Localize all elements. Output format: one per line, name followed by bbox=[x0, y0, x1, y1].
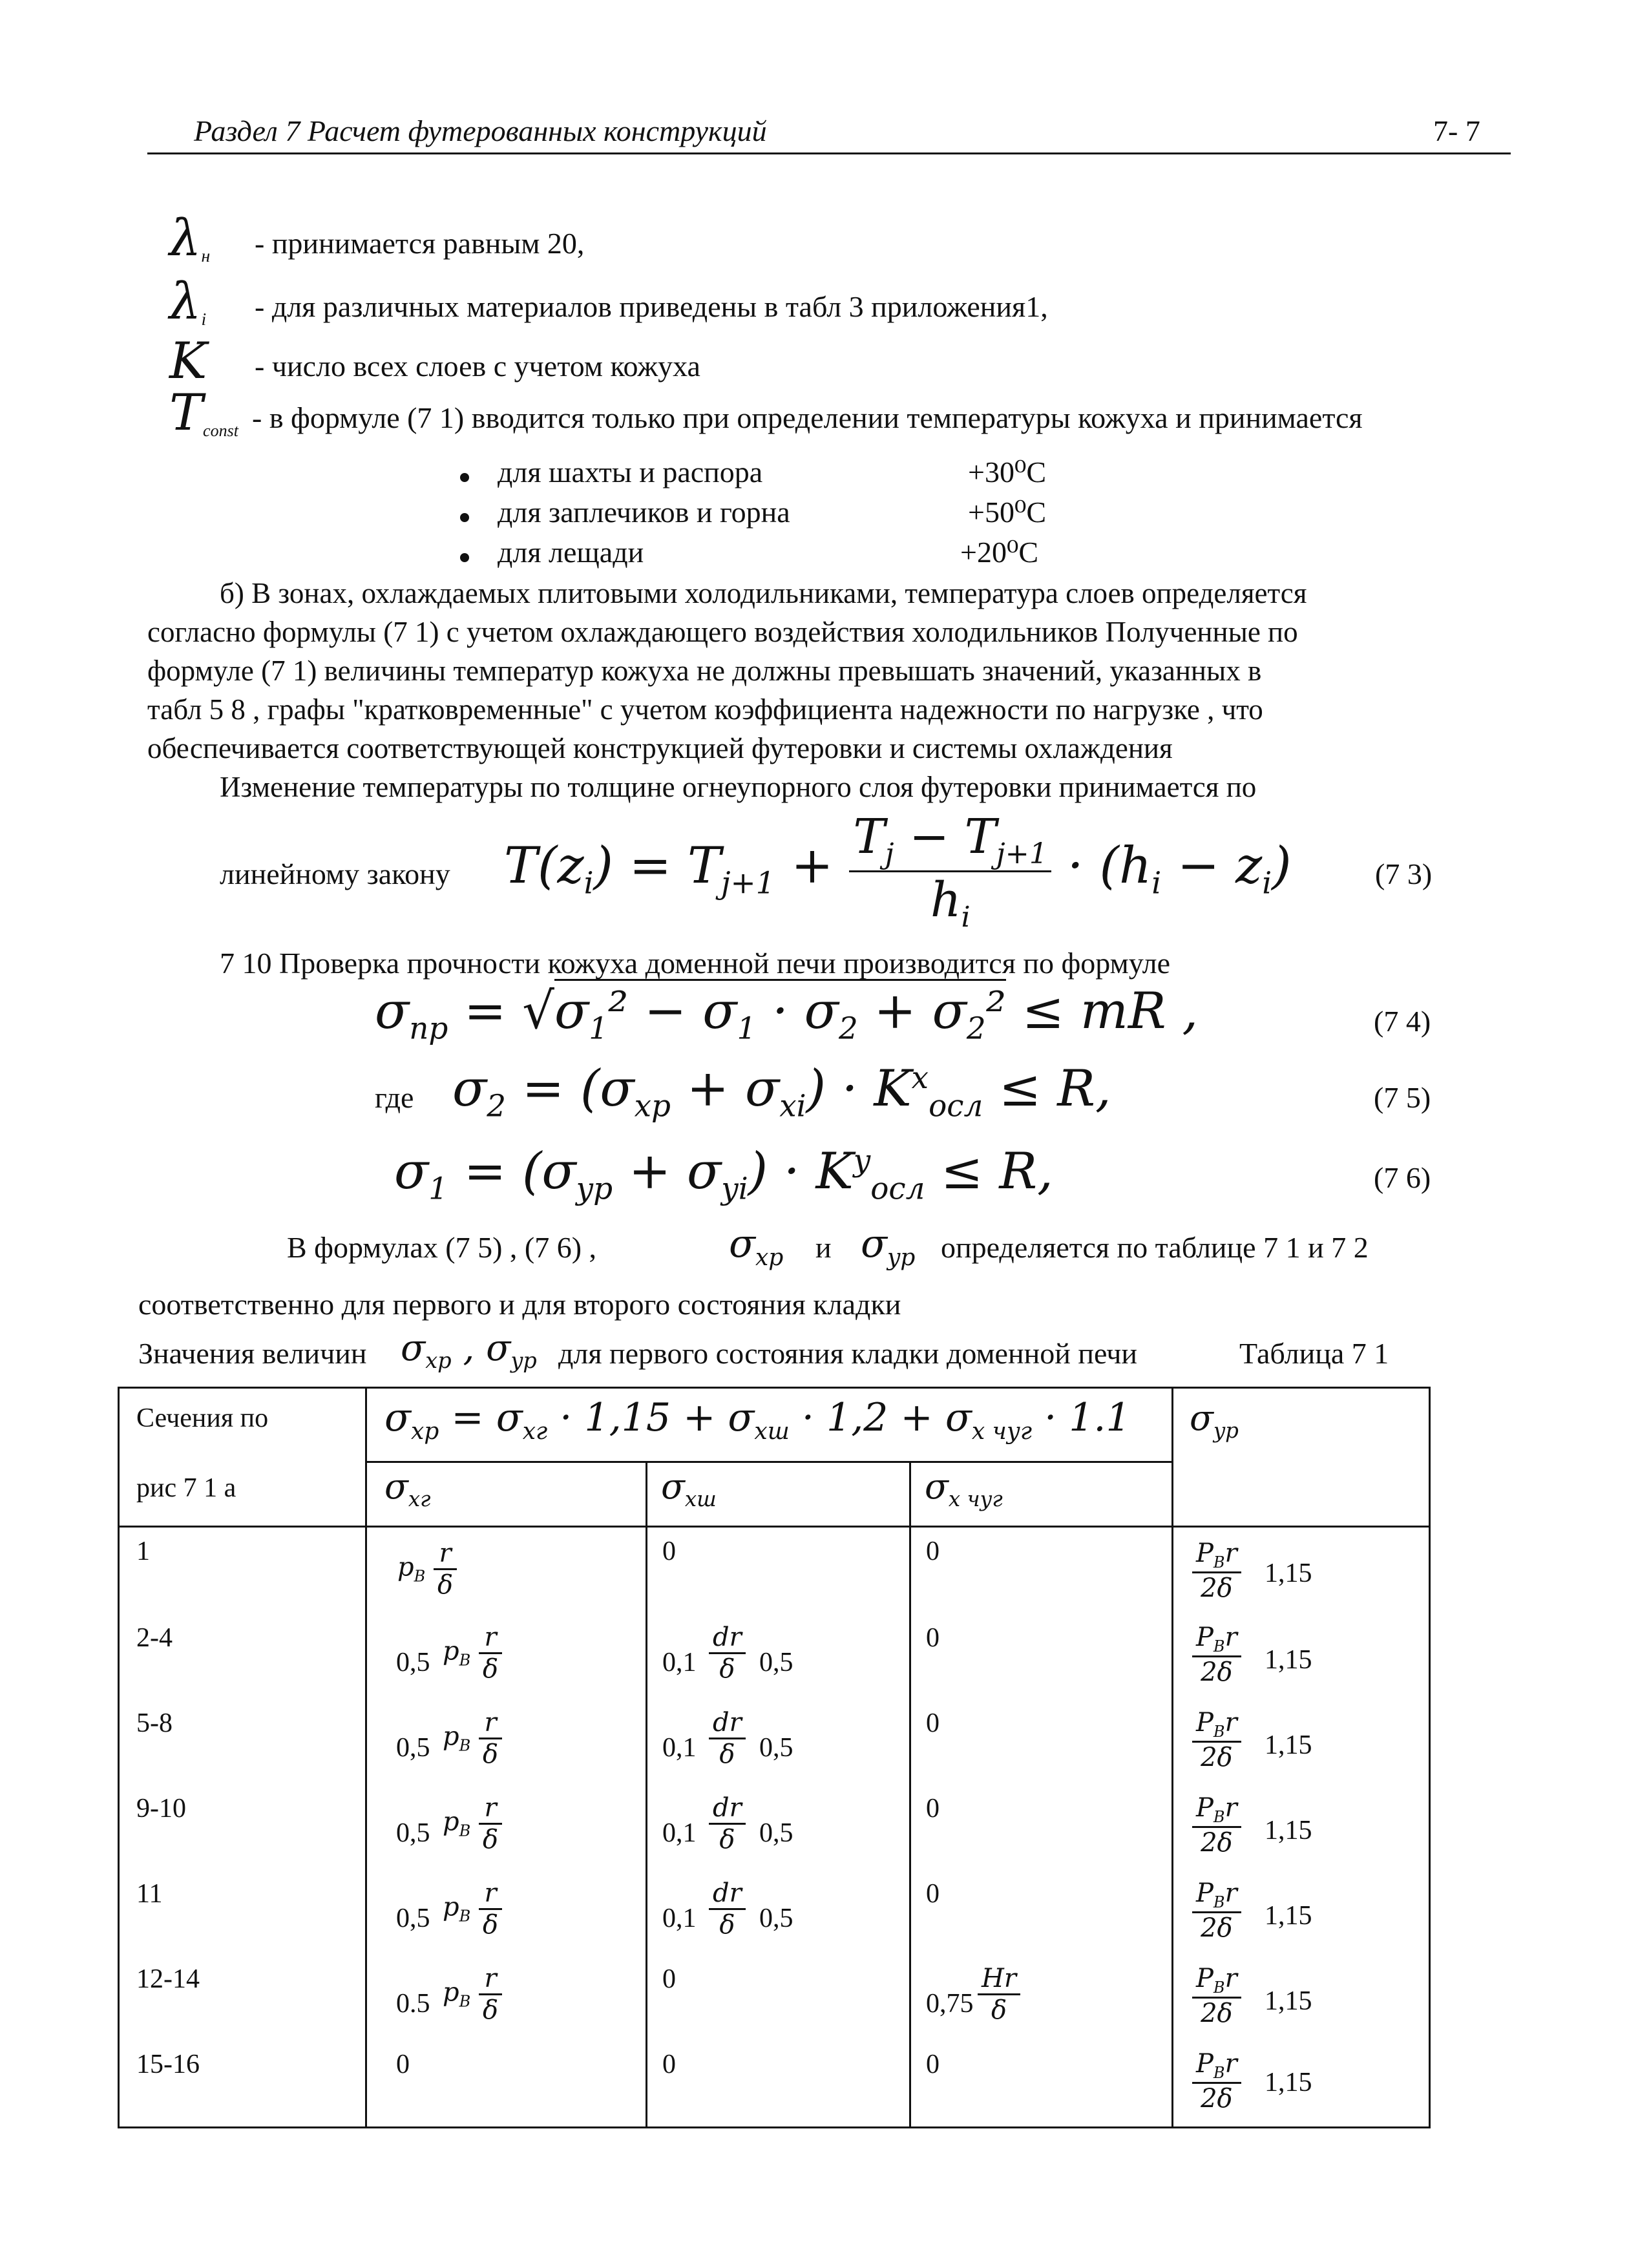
page-header-title: Раздел 7 Расчет футерованных конструкций bbox=[194, 114, 767, 147]
equation-7-6: $\sigma_1 = (\sigma_{yp} + \sigma_{yi}) \cdot K^y_{осл} \le R$, bbox=[394, 1142, 1053, 1207]
header-sections-2: рис 7 1 а bbox=[136, 1473, 236, 1503]
table-divider bbox=[120, 1526, 1429, 1528]
header-sigma-xsh: $\sigma_{xш}$ bbox=[661, 1466, 717, 1511]
table-caption-a: Значения величин bbox=[138, 1337, 367, 1370]
bullet-label: для лещади bbox=[498, 536, 644, 569]
cell-coef: 0,1 bbox=[662, 1818, 697, 1848]
cell-coef: 0,1 bbox=[662, 1904, 697, 1933]
cell-coef: 0,5 bbox=[396, 1648, 430, 1677]
section-7-10: 7 10 Проверка прочности кожуха доменной печи производится по формуле bbox=[220, 947, 1171, 980]
formula-pb-r-delta: $p_B$ $\frac{r}{\delta}$ bbox=[443, 1878, 502, 1940]
bullet-value: +50⁰С bbox=[968, 496, 1047, 529]
formula-dr-delta: $\frac{dr}{\delta}$ bbox=[709, 1622, 746, 1684]
table-divider bbox=[909, 1461, 911, 2126]
sigma-yp-symbol: $\sigma_{yp}$ bbox=[861, 1221, 916, 1271]
table-caption-b: для первого состояния кладки доменной печи bbox=[558, 1337, 1137, 1370]
header-sigma-xg: $\sigma_{xг}$ bbox=[384, 1466, 431, 1511]
cell-value: 1,15 bbox=[1265, 1730, 1312, 1760]
bullet-label: для заплечиков и горна bbox=[498, 496, 790, 529]
paragraph-b-line: табл 5 8 , графы "кратковременные" с учетом коэффициента надежности по нагрузке , что bbox=[147, 693, 1263, 726]
equation-number: (7 6) bbox=[1374, 1161, 1431, 1194]
formula-dr-delta: $\frac{dr}{\delta}$ bbox=[709, 1878, 746, 1940]
equation-prefix-where: где bbox=[375, 1081, 414, 1114]
cell-coef: 0,5 bbox=[759, 1733, 793, 1763]
formula-pb-r-delta: $p_B$ $\frac{r}{\delta}$ bbox=[443, 1708, 502, 1769]
row-section: 15-16 bbox=[136, 2050, 200, 2079]
cell-value: 0 bbox=[662, 1964, 676, 1994]
table-divider bbox=[1171, 1389, 1173, 2126]
equation-number: (7 3) bbox=[1375, 857, 1433, 890]
header-sigma-xp-formula: $\sigma_{xp} = \sigma_{xг} \cdot 1,15 + \sigma_{xш} \cdot 1,2 + \sigma_{x чуг} \cdot 1.1$ bbox=[384, 1395, 1131, 1445]
paragraph-b-line: обеспечивается соответствующей конструкцией футеровки и системы охлаждения bbox=[147, 732, 1173, 764]
formulas-sentence-a: В формулах (7 5) , (7 6) , bbox=[287, 1231, 597, 1264]
definition-text: - число всех слоев с учетом кожуха bbox=[255, 350, 700, 383]
table-caption-label: Таблица 7 1 bbox=[1239, 1337, 1389, 1370]
formula-pbr-2delta: $\frac{P_Br}{2\delta}$ bbox=[1192, 1964, 1241, 2028]
bullet bbox=[460, 513, 469, 522]
header-sections: Сечения по bbox=[136, 1403, 269, 1433]
definition-text: - в формуле (7 1) вводится только при определении температуры кожуха и принимается bbox=[252, 401, 1363, 434]
table-7-1 bbox=[118, 1387, 1431, 2128]
formula-pbr-2delta: $\frac{P_Br}{2\delta}$ bbox=[1192, 1708, 1241, 1772]
sigma-xp-symbol: $\sigma_{xp}$ bbox=[729, 1221, 784, 1271]
formula-pb-r-delta: $p_B$ $\frac{r}{\delta}$ bbox=[443, 1793, 502, 1854]
formula-dr-delta: $\frac{dr}{\delta}$ bbox=[709, 1793, 746, 1854]
bullet-label: для шахты и распора bbox=[498, 456, 763, 488]
formula-dr-delta: $\frac{dr}{\delta}$ bbox=[709, 1708, 746, 1769]
cell-value: 1,15 bbox=[1265, 2068, 1312, 2097]
bullet bbox=[460, 473, 469, 482]
header-sigma-x-chug: $\sigma_{x чуг}$ bbox=[925, 1466, 1003, 1511]
formula-pbr-2delta: $\frac{P_Br}{2\delta}$ bbox=[1192, 1538, 1241, 1603]
definition-t-const: $T_{const}$ - в формуле (7 1) вводится только при определении температуры кожуха и принимается bbox=[169, 384, 1363, 442]
cell-value: 0 bbox=[662, 1537, 676, 1566]
cell-value: 1,15 bbox=[1265, 1816, 1312, 1845]
cell-value: 1,15 bbox=[1265, 1901, 1312, 1931]
formula-hr-delta: $\frac{Hr}{\delta}$ bbox=[978, 1964, 1020, 2025]
definition-lambda-n: $\lambda_н$ - принимается равным 20, bbox=[169, 209, 585, 268]
cell-value: 0 bbox=[926, 1794, 940, 1823]
cell-value: 0 bbox=[662, 2050, 676, 2079]
cell-value: 0 bbox=[926, 1537, 940, 1566]
definition-k: K - число всех слоев с учетом кожуха bbox=[169, 332, 700, 390]
formula-pb-r-delta: $p_B$ $\frac{r}{\delta}$ bbox=[397, 1538, 457, 1600]
cell-value: 0 bbox=[926, 1623, 940, 1653]
row-section: 11 bbox=[136, 1879, 163, 1909]
cell-coef: 0,75 bbox=[926, 1989, 974, 2019]
row-section: 5-8 bbox=[136, 1708, 173, 1738]
equation-7-3: $T(z_i) = T_{j+1}$ + $\frac{T_j - T_{j+1}}{h_i}$ · $(h_i - z_i)$ bbox=[504, 809, 1292, 934]
header-sigma-yp: $\sigma_{yp}$ bbox=[1190, 1398, 1239, 1443]
header-rule bbox=[147, 152, 1511, 154]
caption-sigma-symbols: $\sigma_{xp}$ , $\sigma_{yp}$ bbox=[401, 1327, 537, 1374]
cell-value: 1,15 bbox=[1265, 1645, 1312, 1675]
equation-number: (7 4) bbox=[1374, 1005, 1431, 1038]
table-divider bbox=[365, 1461, 1171, 1463]
cell-value: 1,15 bbox=[1265, 1986, 1312, 2016]
formula-pbr-2delta: $\frac{P_Br}{2\delta}$ bbox=[1192, 2049, 1241, 2114]
definition-lambda-i: $\lambda_i$ - для различных материалов приведены в табл 3 приложения1, bbox=[169, 273, 1048, 331]
formula-pbr-2delta: $\frac{P_Br}{2\delta}$ bbox=[1192, 1793, 1241, 1858]
formulas-sentence-and: и bbox=[815, 1231, 832, 1264]
cell-coef: 0,5 bbox=[759, 1818, 793, 1848]
cell-coef: 0,1 bbox=[662, 1733, 697, 1763]
cell-coef: 0,5 bbox=[759, 1904, 793, 1933]
cell-coef: 0,5 bbox=[396, 1904, 430, 1933]
paragraph-b-line: формуле (7 1) величины температур кожуха не должны превышать значений, указанных в bbox=[147, 655, 1262, 687]
cell-value: 0 bbox=[926, 1879, 940, 1909]
table-divider bbox=[646, 1461, 647, 2126]
row-section: 12-14 bbox=[136, 1964, 200, 1994]
definition-text: - для различных материалов приведены в табл 3 приложения1, bbox=[255, 290, 1048, 323]
bullet-value: +30⁰С bbox=[968, 456, 1047, 488]
formulas-sentence-b: определяется по таблице 7 1 и 7 2 bbox=[941, 1231, 1369, 1264]
formula-pb-r-delta: $p_B$ $\frac{r}{\delta}$ bbox=[443, 1622, 502, 1684]
paragraph-b-line: согласно формулы (7 1) с учетом охлаждающего воздействия холодильников Полученные по bbox=[147, 616, 1298, 648]
linear-law-label: линейному закону bbox=[220, 857, 450, 890]
formulas-line2: соответственно для первого и для второго состояния кладки bbox=[138, 1288, 901, 1321]
row-section: 9-10 bbox=[136, 1794, 186, 1823]
cell-coef: 0,5 bbox=[396, 1818, 430, 1848]
formula-pb-r-delta: $p_B$ $\frac{r}{\delta}$ bbox=[443, 1964, 502, 2025]
equation-7-4: $\sigma_{пр} = √\sigma_1^2 - \sigma_1 \cdot \sigma_2 + \sigma_2^2$ ≤ mR , bbox=[375, 982, 1198, 1047]
cell-coef: 0,1 bbox=[662, 1648, 697, 1677]
cell-coef: 0,5 bbox=[759, 1648, 793, 1677]
formula-pbr-2delta: $\frac{P_Br}{2\delta}$ bbox=[1192, 1878, 1241, 1943]
row-section: 1 bbox=[136, 1537, 150, 1566]
cell-value: 0 bbox=[926, 1708, 940, 1738]
cell-coef: 0.5 bbox=[396, 1989, 430, 2019]
definition-text: - принимается равным 20, bbox=[255, 227, 585, 260]
cell-value: 0 bbox=[396, 2050, 410, 2079]
equation-number: (7 5) bbox=[1374, 1081, 1431, 1114]
cell-value: 0 bbox=[926, 2050, 940, 2079]
page-number: 7- 7 bbox=[1433, 114, 1480, 147]
bullet bbox=[460, 553, 469, 562]
cell-value: 1,15 bbox=[1265, 1559, 1312, 1588]
formula-pbr-2delta: $\frac{P_Br}{2\delta}$ bbox=[1192, 1622, 1241, 1687]
equation-7-5: $\sigma_2 = (\sigma_{xp} + \sigma_{xi}) \cdot K^x_{осл} \le R$, bbox=[452, 1060, 1111, 1124]
paragraph-change: Изменение температуры по толщине огнеупорного слоя футеровки принимается по bbox=[220, 771, 1257, 803]
cell-coef: 0,5 bbox=[396, 1733, 430, 1763]
table-divider bbox=[365, 1389, 367, 2126]
paragraph-b-line: б) В зонах, охлаждаемых плитовыми холодильниками, температура слоев определяется bbox=[220, 577, 1307, 609]
row-section: 2-4 bbox=[136, 1623, 173, 1653]
bullet-value: +20⁰С bbox=[960, 536, 1039, 569]
